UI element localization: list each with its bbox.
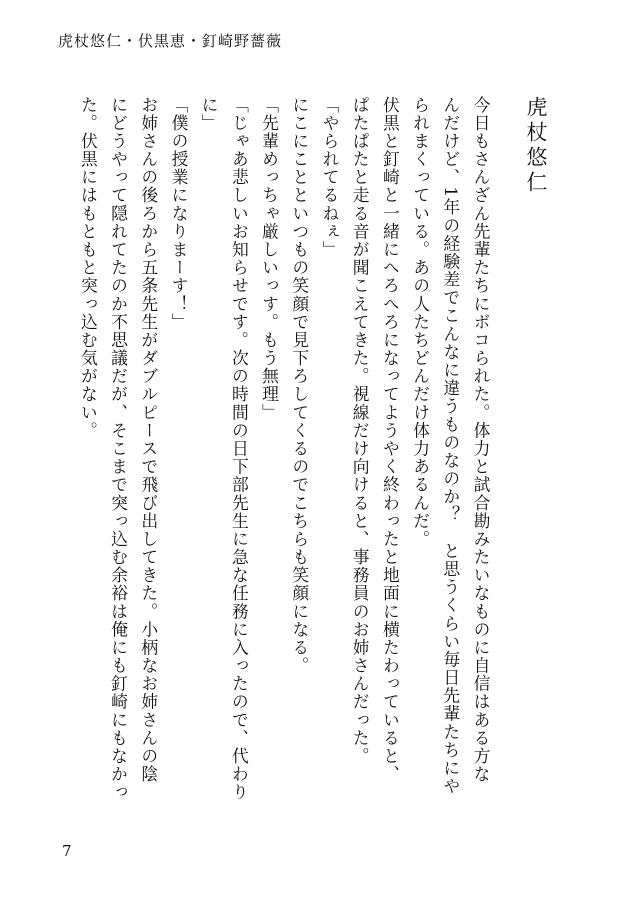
text-line: 「じゃあ悲しいお知らせです。次の時間の日下部先生に急な任務に入ったので、代わり [229, 96, 250, 802]
text-line: 伏黒と釘崎と一緒にへろへろになってようやく終わったと地面に横たわっていると、 [380, 96, 401, 784]
text-line: お姉さんの後ろから五条先生がダブルピースで飛び出してきた。小柄なお姉さんの陰 [138, 96, 159, 784]
text-line: られまくっている。あの人たちどんだけ体力あるんだ。 [410, 96, 431, 549]
text-line: んだけど、1年の経験差でこんなに違うものなのか？ と思うくらい毎日先輩たちにや [440, 96, 461, 796]
text-line: にこにことといつもの笑顔で見下ろしてくるのでこちらも笑顔になる。 [289, 96, 310, 675]
running-header: 虎杖悠仁・伏黒恵・釘崎野薔薇 [58, 32, 283, 50]
text-line: ぱたぱたと走る音が聞こえてきた。視線だけ向けると、事務員のお姉さんだった。 [350, 96, 371, 766]
text-line: 「やられてるねぇ」 [319, 96, 340, 259]
text-line: 「先輩めっちゃ厳しいっす。もう無理」 [259, 96, 280, 422]
text-line: 今日もさんざん先輩たちにボコられた。体力と試合勘みたいなものに自信はある方な [471, 96, 491, 784]
text-line: にどうやって隠れてたのか不思議だが、そこまで突っ込む余裕は俺にも釘崎にもなかっ [108, 96, 129, 802]
chapter-title: 虎杖悠仁 [524, 96, 548, 196]
page-number: 7 [62, 842, 72, 860]
body-text [78, 96, 496, 826]
text-line: に」 [199, 96, 220, 133]
text-line: た。伏黒にはもともと突っ込む気がない。 [78, 96, 99, 440]
text-line: 「僕の授業になりまーす！」 [168, 96, 189, 332]
